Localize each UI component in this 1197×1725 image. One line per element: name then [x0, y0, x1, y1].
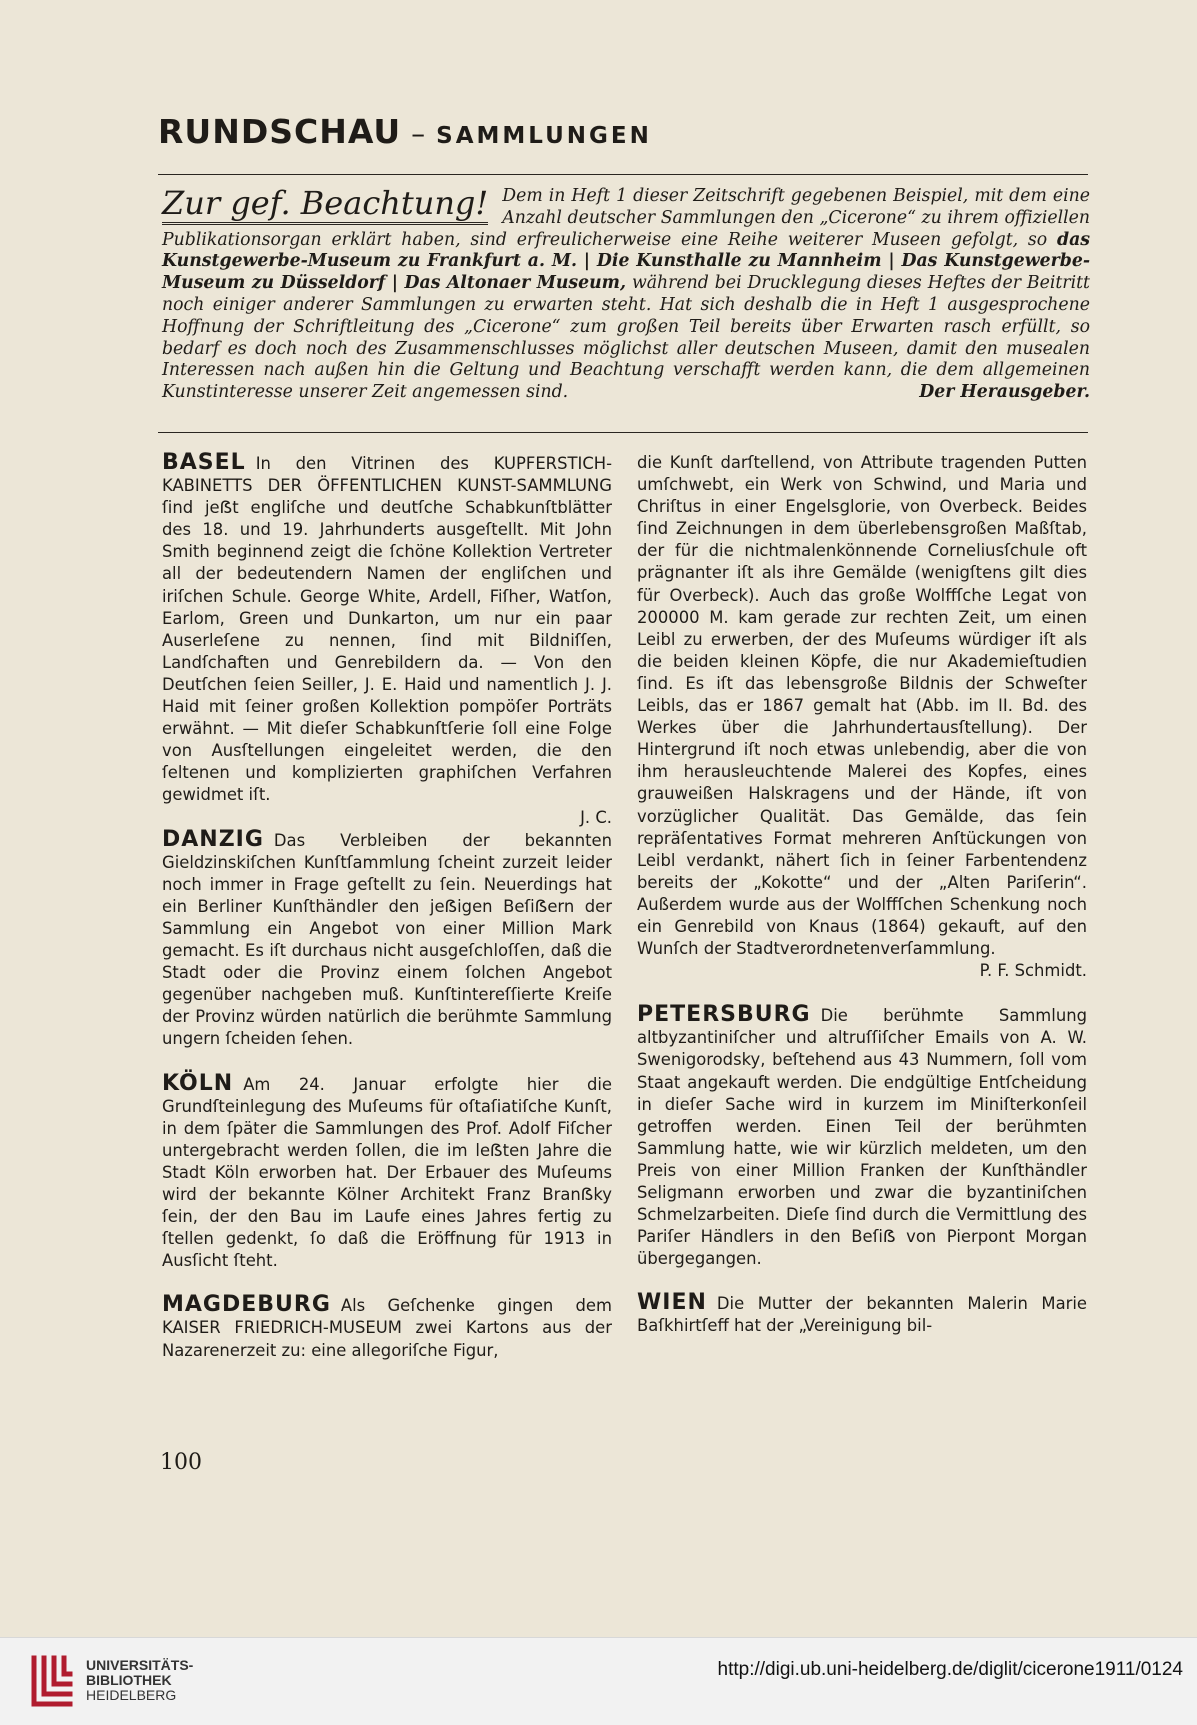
notice-museums: das Kunstgewerbe-Museum zu Frankfurt a. M. | Die Kunsthalle zu Mannheim | Das Kunstgewerbe-Museum zu Düsseldorf | Das Altonaer Museum, — [162, 229, 1090, 294]
basel-signature: J. C. — [580, 807, 612, 827]
basel-text: In den Vitrinen des KUPFERSTICH-KABINETTS DER ÖFFENTLICHEN KUNST-SAMMLUNG ſind jeẞt engliſche und deutſche Schabkunſtblätter des 18. und 19. Jahrhunderts ausgeſtellt. Mit John Smith beginnend zeigt die ſchöne Kollektion Vertreter all der bedeutendern Namen der engliſchen und iriſchen Schule. George White, Ardell, Fiſher, Watſon, Earlom, Green und Dunkarton, um nur ein paar Auserleſene zu nennen, ſind mit Bildniſſen, Landſchaften und Genrebildern da. — Von den Deutſchen ſeien Seiller, J. E. Haid und namentlich J. J. Haid mit ſeiner großen Kollektion pompöſer Porträts erwähnt. — Mit dieſer Schabkunſtſerie ſoll eine Folge von Ausſtellungen eingeleitet werden, die den ſeltenen und komplizierten graphiſchen Verfahren gewidmet iſt. — [162, 454, 612, 805]
heading-main: RUNDSCHAU — [158, 112, 402, 151]
heading-sub: SAMMLUNGEN — [436, 123, 652, 149]
magdeburg-heading: MAGDEBURG — [162, 1292, 331, 1318]
petersburg-text: Die berühmte Sammlung altbyzantiniſcher und altruſſiſcher Emails von A. W. Swenigorodsky, beſtehend aus 43 Nummern, ſoll vom Staat angekauft werden. Die endgültige Entſcheidung in dieſer Sache wird in kurzem im Miniſterkonſeil getroffen werden. Einen Teil der berühmten Sammlung hatte, wie wir kürzlich meldeten, um den Preis von einer Million Franken der Kunſthändler Seligmann erworben und zwar die byzantiniſchen Schmelzarbeiten. Dieſe ſind durch die Vermittlung des Pariſer Händlers in den Beſiẞ von Pierpont Morgan übergegangen. — [637, 1006, 1087, 1269]
petersburg-heading: PETERSBURG — [637, 1002, 811, 1028]
notice-rule — [158, 432, 1088, 433]
editor-notice — [162, 186, 1090, 404]
article-magdeburg-continued — [637, 452, 1087, 960]
notice-text-2: während bei Drucklegung dieses Heftes der Beitritt noch einiger anderer Sammlungen zu erwarten steht. Hat sich deshalb die in Heft 1 ausgesprochene Hoffnung der Schriftleitung des „Cicerone“ zum großen Teil bereits über Erwarten rasch erfüllt, so bedarf es doch noch des Zusammenschlusses möglichst aller deutschen Museen, damit den musealen Interessen nach außen hin die Geltung und Beachtung verschafft werden kann, die dem allgemeinen Kunstinteresse unserer Zeit angemessen sind. — [162, 273, 1090, 403]
koeln-text: Am 24. Januar erfolgte hier die Grundſteinlegung des Muſeums für oſtaſiatiſche Kunſt, in dem ſpäter die Sammlungen des Prof. Adolf Fiſcher untergebracht werden ſollen, die im leẞten Jahre die Stadt Köln erworben hat. Der Erbauer des Muſeums wird der bekannte Kölner Architekt Franz Branẞky ſein, der den Bau im Laufe eines Jahres fertig zu ſtellen gedenkt, ſo daß die Eröffnung für 1913 in Ausſicht ſteht. — [162, 1074, 612, 1271]
source-url[interactable]: http://digi.ub.uni-heidelberg.de/diglit/cicerone1911/0124 — [717, 1659, 1183, 1680]
magdeburg-continued-text: die Kunſt darſtellend, von Attribute tragenden Putten umſchwebt, ein Werk von Schwind, und Maria und Chriſtus in einer Engelsglorie, von Overbeck. Beides ſind Zeichnungen in dem überlebensgroßen Maßſtab, der für die nichtmalenkönnende Corneliusſchule oft prägnanter iſt als ihre Gemälde (wenigſtens gilt dies für Overbeck). Auch das große Wolffſche Legat von 200000 M. kam gerade zur rechten Zeit, um einen Leibl zu erwerben, der des Muſeums würdiger iſt als die beiden kleinen Köpfe, die nur Akademieſtudien ſind. Es iſt das lebensgroße Bildnis der Schweſter Leibls, das er 1867 gemalt hat (Abb. im II. Bd. des Werkes über die Jahrhundertausſtellung). Der Hintergrund iſt noch etwas unlebendig, aber die von ihm herausleuchtende Malerei des Kopfes, eines grauweißen Halskragens und der Hände, iſt von vorzüglicher Qualität. Das Gemälde, das ſein repräſentatives Format mehreren Anſtückungen von Leibl verdankt, nähert ſich in ſeiner Farbentendenz bereits der „Kokotte“ und der „Alten Pariſerin“. Außerdem wurde aus der Wolffſchen Schenkung noch ein Genrebild von Knaus (1864) gekauft, auf den Wunſch der Stadtverordnetenverſammlung. — [637, 453, 1087, 959]
left-column — [162, 452, 612, 1362]
wien-text: Die Mutter der bekannten Malerin Marie Baſkhirtſeff hat der „Vereinigung bil- — [637, 1294, 1087, 1336]
library-logo-text — [86, 1658, 193, 1703]
logo-line-2: BIBLIOTHEK — [86, 1672, 172, 1688]
article-wien — [637, 1292, 1087, 1337]
right-column — [637, 452, 1087, 1338]
article-basel — [162, 452, 612, 807]
danzig-text: Das Verbleiben der bekannten Gieldzinskiſchen Kunſtſammlung ſcheint zurzeit leider noch immer in Frage geſtellt zu ſein. Neuerdings hat ein Berliner Kunſthändler den jeẞigen Beſiẞern der Sammlung ein Angebot von einer Million Mark gemacht. Es iſt durchaus nicht ausgeſchloſſen, daß die Stadt oder die Provinz einem ſolchen Angebot gegenüber nachgeben muß. Kunſtintereſſierte Kreiſe der Provinz würden natürlich die berühmte Sammlung ungern ſcheiden ſehen. — [162, 830, 612, 1049]
article-magdeburg — [162, 1294, 612, 1361]
heading-dash: – — [411, 117, 427, 150]
magdeburg-text: Als Geſchenke gingen dem KAISER FRIEDRICH-MUSEUM zwei Kartons aus der Nazarenerzeit zu: eine allegoriſche Figur, — [162, 1296, 612, 1360]
notice-text-1: Dem in Heft 1 dieser Zeitschrift gegebenen Beispiel, mit dem eine Anzahl deutscher Sammlungen den „Cicerone“ zu ihrem offiziellen Publikationsorgan erklärt haben, sind erfreulicherweise eine Reihe weiterer Museen gefolgt, so — [162, 186, 1090, 250]
koeln-heading: KÖLN — [162, 1070, 234, 1096]
magdeburg-signature: P. F. Schmidt. — [979, 961, 1087, 981]
wien-heading: WIEN — [637, 1290, 707, 1316]
page-number: 100 — [160, 1450, 202, 1475]
article-danzig — [162, 826, 612, 1051]
basel-heading: BASEL — [162, 450, 246, 475]
library-logo-icon — [28, 1652, 76, 1710]
section-heading — [158, 112, 1093, 151]
danzig-heading: DANZIG — [162, 826, 264, 852]
article-koeln — [162, 1070, 612, 1273]
top-rule — [158, 174, 1088, 175]
notice-signature: Der Herausgeber. — [919, 382, 1090, 403]
logo-line-3: HEIDELBERG — [86, 1687, 177, 1703]
library-footer — [0, 1637, 1197, 1725]
logo-line-1: UNIVERSITÄTS- — [86, 1657, 194, 1673]
article-petersburg — [637, 1004, 1087, 1270]
notice-title: Zur gef. Beachtung! — [162, 186, 488, 225]
